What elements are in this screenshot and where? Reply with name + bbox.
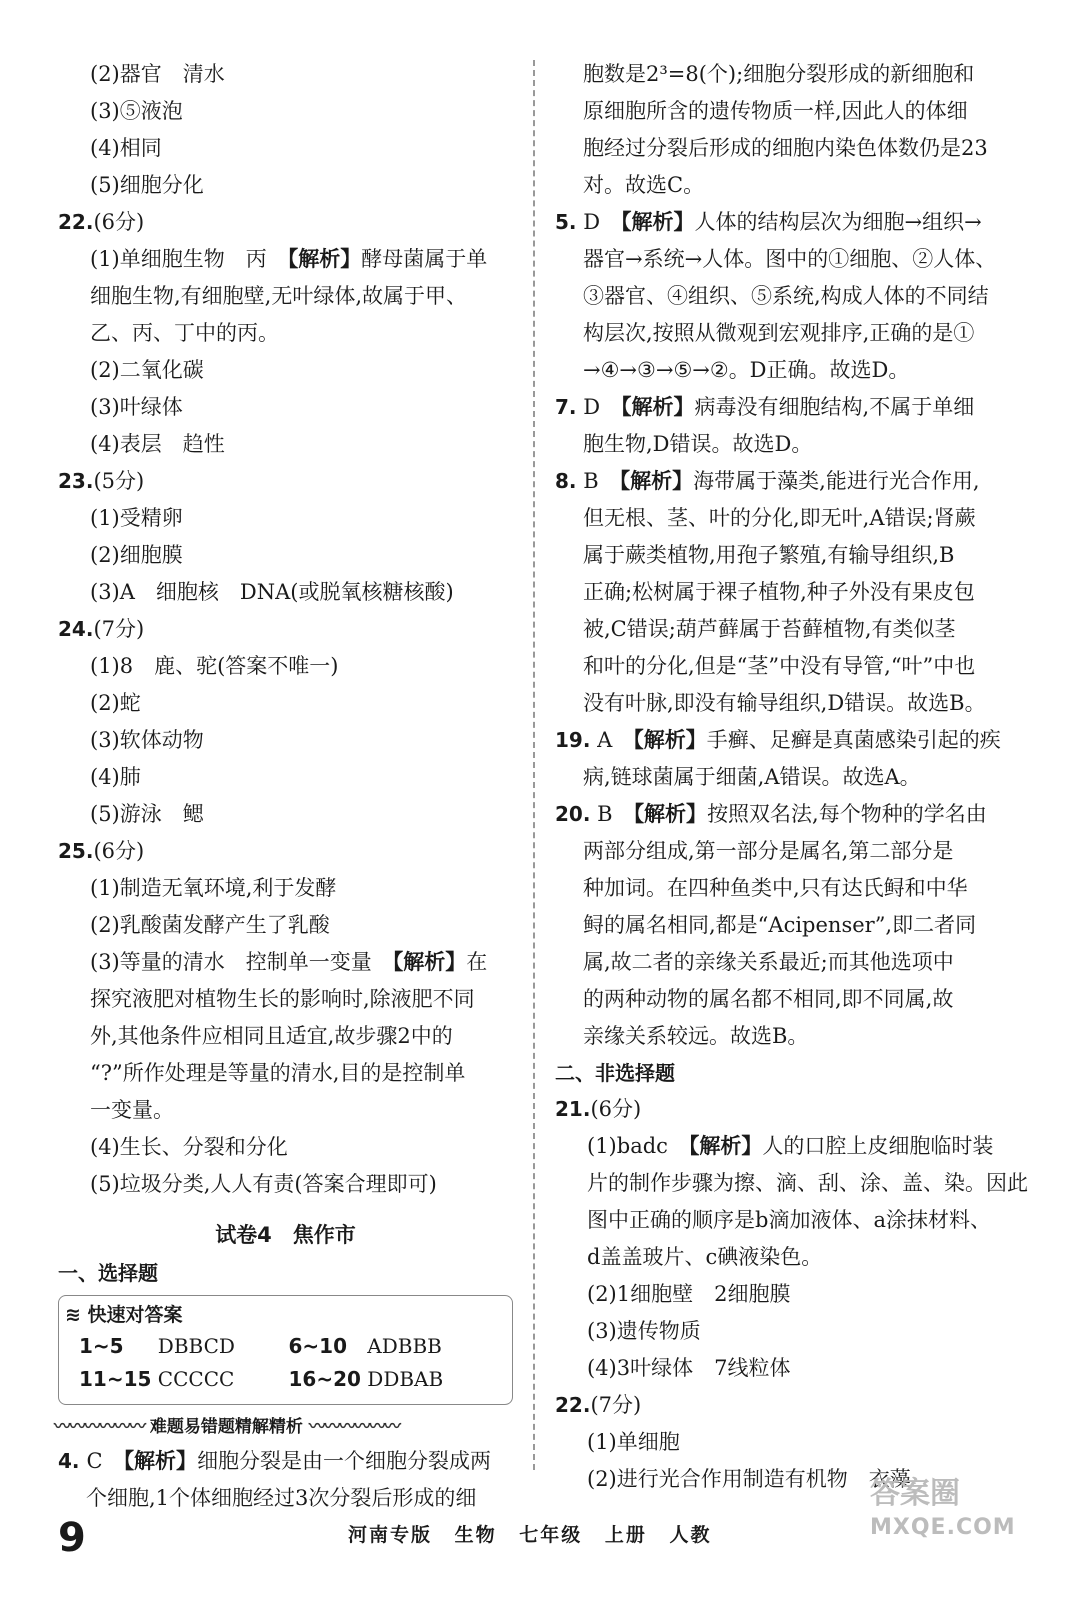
question-score: (5分) xyxy=(93,469,145,493)
question-header xyxy=(58,463,513,500)
question-header xyxy=(58,204,513,241)
right-column xyxy=(555,56,1028,1498)
range-label: 11~15 xyxy=(79,1367,152,1391)
answer-line: (2)乳酸菌发酵产生了乳酸 xyxy=(90,913,330,937)
answer-line: 病,链球菌属于细菌,A错误。故选A。 xyxy=(583,765,921,789)
answer-line: 对。故选C。 xyxy=(583,173,705,197)
answer-choice: B xyxy=(597,802,634,826)
question-number: 21. xyxy=(555,1097,591,1121)
answer-line: 乙、丙、丁中的丙。 xyxy=(90,321,279,345)
answer-line: (3)软体动物 xyxy=(90,728,204,752)
analysis-tag: 【解析】 xyxy=(392,950,467,974)
answer-line xyxy=(555,796,1010,833)
answer-line: 属于蕨类植物,用孢子繁殖,有输导组织,B xyxy=(583,543,955,567)
answer-line: (4)3叶绿体 7线粒体 xyxy=(587,1356,791,1380)
analysis-tag: 【解析】 xyxy=(621,395,695,419)
answer-text: (1)单细胞生物 丙 xyxy=(90,247,288,271)
answer-choice: B xyxy=(583,469,620,493)
answer-line: 外,其他条件应相同且适宜,故步骤2中的 xyxy=(90,1024,453,1048)
question-score: (6分) xyxy=(93,210,145,234)
answer-line: d盖盖玻片、c碘液染色。 xyxy=(587,1245,823,1269)
analysis-tag: 【解析】 xyxy=(123,1449,198,1473)
answer-line: (3)叶绿体 xyxy=(90,395,183,419)
left-column xyxy=(54,56,513,1517)
answer-line: 探究液肥对植物生长的影响时,除液肥不同 xyxy=(90,987,475,1011)
question-number: 8. xyxy=(555,469,577,493)
answer-line: 胞经过分裂后形成的细胞内染色体数仍是23 xyxy=(583,136,988,160)
answer-text: 海带属于藻类,能进行光合作用, xyxy=(693,469,980,493)
answer-text: 酵母菌属于单 xyxy=(361,247,488,271)
quick-answer-title: 快速对答案 xyxy=(87,1304,183,1326)
question-score: (6分) xyxy=(590,1097,642,1121)
question-number: 25. xyxy=(58,839,94,863)
answer-line: (2)细胞膜 xyxy=(90,543,183,567)
question-number: 20. xyxy=(555,802,591,826)
answer-text: 手癣、足癣是真菌感染引起的疾 xyxy=(706,728,1001,752)
range-answers: CCCCC xyxy=(157,1367,235,1391)
question-number: 4. xyxy=(58,1449,87,1473)
answer-line: (5)细胞分化 xyxy=(90,173,204,197)
answer-line: 但无根、茎、叶的分化,即无叶,A错误;肾蕨 xyxy=(583,506,976,530)
answer-line: (2)器官 清水 xyxy=(90,62,225,86)
question-number: 5. xyxy=(555,210,577,234)
answer-text: (1)badc xyxy=(587,1134,689,1158)
answer-choice: D xyxy=(583,210,622,234)
column-divider xyxy=(533,60,535,1470)
answer-line: (2)1细胞壁 2细胞膜 xyxy=(587,1282,791,1306)
page-footer xyxy=(58,1510,1008,1570)
question-score: (7分) xyxy=(93,617,145,641)
question-number: 22. xyxy=(58,210,94,234)
answer-line xyxy=(58,1443,513,1480)
answer-line: (1)制造无氧环境,利于发酵 xyxy=(90,876,337,900)
range-answers: DBBCD xyxy=(157,1334,235,1358)
answer-line: “?”所作处理是等量的清水,目的是控制单 xyxy=(90,1061,466,1085)
answer-line: 和叶的分化,但是“茎”中没有导管,“叶”中也 xyxy=(583,654,976,678)
answer-line: 属,故二者的亲缘关系最近;而其他选项中 xyxy=(583,950,954,974)
answer-line: 种加词。在四种鱼类中,只有达氏鲟和中华 xyxy=(583,876,968,900)
wave-icon: ≋ xyxy=(65,1304,88,1326)
answer-text: 细胞分裂是由一个细胞分裂成两 xyxy=(197,1449,492,1473)
answer-row xyxy=(79,1363,498,1396)
answer-line xyxy=(58,944,513,981)
answer-line: 片的制作步骤为擦、滴、刮、涂、盖、染。因此 xyxy=(587,1171,1028,1195)
answer-text: (3)等量的清水 控制单一变量 xyxy=(90,950,393,974)
answer-choice: D xyxy=(583,395,622,419)
range-label: 16~20 xyxy=(288,1367,361,1391)
watermark-logo-text: 答案圈 xyxy=(870,1476,960,1511)
range-label: 1~5 xyxy=(79,1334,124,1358)
answer-choice: A xyxy=(597,728,634,752)
answer-line: (3)⑤液泡 xyxy=(90,99,183,123)
answer-line: (5)垃圾分类,人人有责(答案合理即可) xyxy=(90,1172,437,1196)
analysis-tag: 【解析】 xyxy=(287,247,362,271)
analysis-tag: 【解析】 xyxy=(619,469,694,493)
answer-line: 被,C错误;葫芦藓属于苔藓植物,有类似茎 xyxy=(583,617,956,641)
answer-line: 构层次,按照从微观到宏观排序,正确的是① xyxy=(583,321,975,345)
answer-line: (4)表层 趋性 xyxy=(90,432,225,456)
quick-answer-box xyxy=(58,1295,513,1405)
answer-line: (5)游泳 鳃 xyxy=(90,802,204,826)
answer-text: 病毒没有细胞结构,不属于单细 xyxy=(694,395,975,419)
quick-answer-header xyxy=(65,1300,498,1330)
answer-line: 原细胞所含的遗传物质一样,因此人的体细 xyxy=(583,99,968,123)
answer-line: (1)受精卵 xyxy=(90,506,183,530)
answer-line: (4)生长、分裂和分化 xyxy=(90,1135,288,1159)
analysis-tag: 【解析】 xyxy=(633,728,707,752)
answer-line: (1)单细胞 xyxy=(587,1430,680,1454)
analysis-subheading-text: 难题易错题精解精析 xyxy=(149,1417,303,1437)
wavy-ornament-icon: 〰〰〰〰〰〰 xyxy=(308,1417,399,1437)
answer-line: (2)二氧化碳 xyxy=(90,358,204,382)
question-header xyxy=(58,611,513,648)
answer-line: (2)蛇 xyxy=(90,691,141,715)
answer-text: 人体的结构层次为细胞→组织→ xyxy=(694,210,982,234)
range-label: 6~10 xyxy=(288,1334,348,1358)
answer-text: 在 xyxy=(466,950,488,974)
answer-line: (3)A 细胞核 DNA(或脱氧核糖核酸) xyxy=(90,580,454,604)
answer-line: 的两种动物的属名都不相同,即不同属,故 xyxy=(583,987,954,1011)
answer-line: 细胞生物,有细胞壁,无叶绿体,故属于甲、 xyxy=(90,284,468,308)
analysis-tag: 【解析】 xyxy=(621,210,695,234)
answer-line: 亲缘关系较远。故选B。 xyxy=(583,1024,809,1048)
answer-choice: C xyxy=(86,1449,124,1473)
exam-title: 试卷4 焦作市 xyxy=(215,1223,356,1247)
answer-line: 个细胞,1个体细胞经过3次分裂后形成的细 xyxy=(86,1486,477,1510)
answer-line xyxy=(555,389,1010,426)
answer-line: 一变量。 xyxy=(90,1098,174,1122)
section-heading: 二、非选择题 xyxy=(555,1061,675,1085)
range-answers: DDBAB xyxy=(367,1367,444,1391)
answer-line: 器官→系统→人体。图中的①细胞、②人体、 xyxy=(583,247,997,271)
question-score: (7分) xyxy=(590,1393,642,1417)
answer-line: 图中正确的顺序是b滴加液体、a涂抹材料、 xyxy=(587,1208,991,1232)
question-number: 22. xyxy=(555,1393,591,1417)
answer-line: 鲟的属名相同,都是“Acipenser”,即二者同 xyxy=(583,913,977,937)
question-number: 24. xyxy=(58,617,94,641)
question-header xyxy=(555,1387,1010,1424)
wavy-ornament-icon: 〰〰〰〰〰〰 xyxy=(54,1417,144,1437)
answer-line xyxy=(555,722,1010,759)
answer-line: 没有叶脉,即没有输导组织,D错误。故选B。 xyxy=(583,691,986,715)
answer-line xyxy=(555,463,1010,500)
answer-line: (4)肺 xyxy=(90,765,141,789)
question-header xyxy=(555,1091,1010,1128)
answer-line: (3)遗传物质 xyxy=(587,1319,701,1343)
watermark-url: MXQE.COM xyxy=(870,1515,1016,1540)
answer-line: (1)8 鹿、驼(答案不唯一) xyxy=(90,654,339,678)
range-answers: ADBBB xyxy=(367,1334,442,1358)
answer-line xyxy=(555,1128,1010,1165)
footer-text: 河南专版 生物 七年级 上册 人教 xyxy=(348,1524,712,1546)
question-number: 23. xyxy=(58,469,94,493)
answer-text: 人的口腔上皮细胞临时装 xyxy=(762,1134,994,1158)
answer-line: 胞数是2³=8(个);细胞分裂形成的新细胞和 xyxy=(583,62,975,86)
question-header xyxy=(58,833,513,870)
answer-line: ③器官、④组织、⑤系统,构成人体的不同结 xyxy=(583,284,989,308)
answer-line: →④→③→⑤→②。D正确。故选D。 xyxy=(583,358,910,382)
question-number: 19. xyxy=(555,728,591,752)
answer-line: 两部分组成,第一部分是属名,第二部分是 xyxy=(583,839,954,863)
page-number: 9 xyxy=(58,1515,86,1561)
answer-line: (2)进行光合作用制造有机物 衣藻 xyxy=(587,1467,911,1491)
answer-row xyxy=(79,1330,498,1363)
answer-line xyxy=(555,204,1010,241)
question-number: 7. xyxy=(555,395,577,419)
analysis-tag: 【解析】 xyxy=(633,802,708,826)
answer-line: 正确;松树属于裸子植物,种子外没有果皮包 xyxy=(583,580,975,604)
section-heading: 一、选择题 xyxy=(58,1261,158,1285)
answer-line: (4)相同 xyxy=(90,136,162,160)
analysis-tag: 【解析】 xyxy=(688,1134,763,1158)
analysis-subheading xyxy=(54,1411,513,1443)
answer-text: 按照双名法,每个物种的学名由 xyxy=(707,802,987,826)
question-score: (6分) xyxy=(93,839,145,863)
answer-line xyxy=(58,241,513,278)
answer-line: 胞生物,D错误。故选D。 xyxy=(583,432,813,456)
